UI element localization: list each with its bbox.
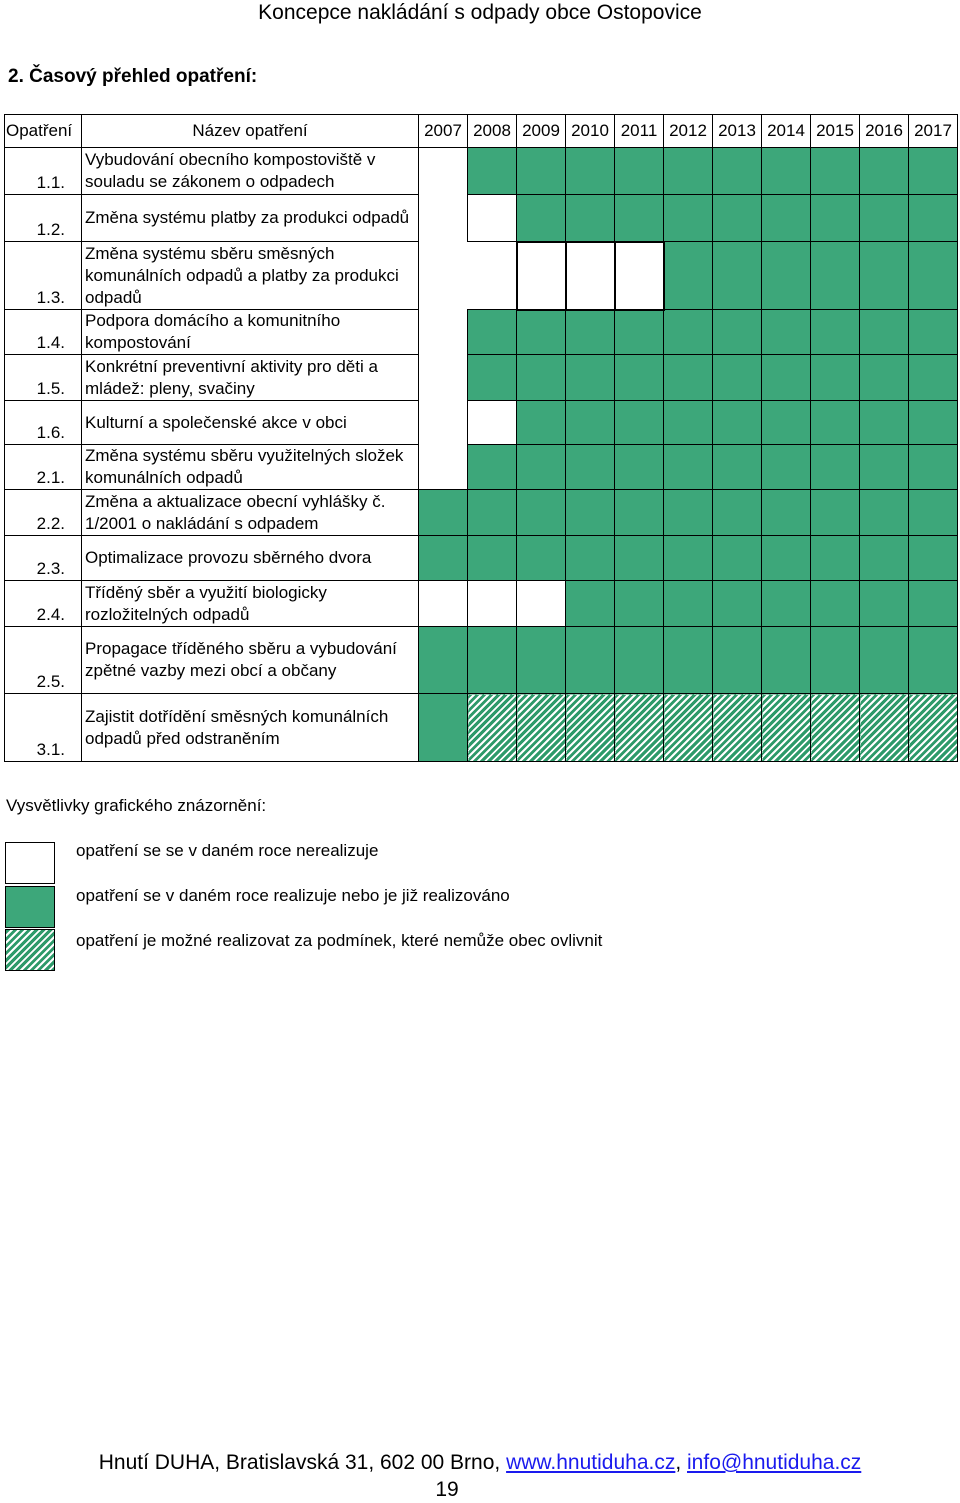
legend-title: Vysvětlivky grafického znázornění:	[6, 796, 267, 815]
year-status-cell	[860, 242, 909, 310]
document-header-title: Koncepce nakládání s odpady obce Ostopovice	[258, 1, 702, 24]
section-title: 2. Časový přehled opatření:	[8, 66, 258, 87]
column-header-year: 2009	[517, 115, 566, 148]
legend-swatch-not-implemented	[5, 842, 55, 884]
year-status-cell	[811, 445, 860, 490]
year-status-cell	[615, 148, 664, 195]
year-status-cell	[664, 195, 713, 242]
year-status-cell	[762, 401, 811, 445]
year-status-cell	[811, 401, 860, 445]
year-status-cell	[762, 490, 811, 536]
document-footer	[0, 1450, 960, 1476]
measure-id-cell: 1.4.	[5, 310, 82, 355]
year-status-cell	[615, 401, 664, 445]
year-status-cell	[713, 445, 762, 490]
legend-label-conditional: opatření je možné realizovat za podmínek, které nemůže obec ovlivnit	[76, 931, 603, 950]
year-status-cell	[615, 242, 664, 310]
year-status-cell	[664, 401, 713, 445]
year-status-cell	[860, 310, 909, 355]
year-status-cell	[860, 401, 909, 445]
legend-label-not-implemented: opatření se se v daném roce nerealizuje	[76, 841, 379, 860]
year-status-cell	[615, 627, 664, 694]
table-row	[5, 355, 958, 401]
year-status-cell	[468, 445, 517, 490]
year-status-cell	[517, 148, 566, 195]
year-status-cell	[468, 627, 517, 694]
page-number: 19	[435, 1478, 459, 1501]
measure-id-cell: 1.1.	[5, 148, 82, 195]
year-status-cell	[517, 195, 566, 242]
measure-name-cell: Optimalizace provozu sběrného dvora	[82, 536, 419, 581]
year-status-cell	[713, 581, 762, 627]
year-status-cell	[517, 445, 566, 490]
year-status-cell	[517, 242, 566, 310]
footer-email-link[interactable]: info@hnutiduha.cz	[687, 1451, 862, 1474]
year-status-cell	[713, 242, 762, 310]
table-row	[5, 536, 958, 581]
year-status-cell	[664, 536, 713, 581]
year-status-cell	[517, 490, 566, 536]
year-status-cell	[811, 536, 860, 581]
year-status-cell	[713, 195, 762, 242]
year-status-cell	[468, 310, 517, 355]
column-header-year: 2017	[909, 115, 958, 148]
measure-name-cell: Kulturní a společenské akce v obci	[82, 401, 419, 445]
year-status-cell	[615, 581, 664, 627]
year-status-cell	[419, 627, 468, 694]
measure-id-cell: 1.6.	[5, 401, 82, 445]
year-status-cell	[713, 536, 762, 581]
year-status-cell	[860, 694, 909, 762]
year-status-cell	[615, 310, 664, 355]
year-status-cell	[909, 310, 958, 355]
year-status-cell	[468, 581, 517, 627]
column-header-year: 2012	[664, 115, 713, 148]
year-status-cell	[566, 627, 615, 694]
year-status-cell	[762, 195, 811, 242]
year-status-cell	[762, 355, 811, 401]
measure-id-cell: 1.5.	[5, 355, 82, 401]
year-status-cell	[664, 355, 713, 401]
year-status-cell	[713, 310, 762, 355]
year-status-cell	[468, 355, 517, 401]
year-status-cell	[664, 445, 713, 490]
year-status-cell	[713, 627, 762, 694]
year-status-cell	[664, 490, 713, 536]
column-header-measure-name: Název opatření	[82, 115, 419, 148]
year-status-cell	[909, 445, 958, 490]
year-status-cell	[860, 581, 909, 627]
year-status-cell	[909, 536, 958, 581]
year-status-cell	[909, 148, 958, 195]
year-status-cell	[909, 490, 958, 536]
footer-separator: ,	[675, 1451, 688, 1474]
measure-id-cell: 1.2.	[5, 195, 82, 242]
table-row	[5, 581, 958, 627]
year-status-cell	[762, 536, 811, 581]
column-header-year: 2014	[762, 115, 811, 148]
measure-name-cell: Konkrétní preventivní aktivity pro děti a mládež: pleny, svačiny	[82, 355, 419, 401]
legend-swatch-conditional	[5, 929, 55, 971]
year-status-cell	[615, 445, 664, 490]
column-header-year: 2011	[615, 115, 664, 148]
column-header-year: 2013	[713, 115, 762, 148]
table-row	[5, 445, 958, 490]
year-status-cell	[909, 581, 958, 627]
year-status-cell	[909, 355, 958, 401]
year-status-cell	[468, 694, 517, 762]
year-status-cell	[566, 355, 615, 401]
table-row	[5, 195, 958, 242]
measure-id-cell: 2.1.	[5, 445, 82, 490]
year-status-cell	[419, 401, 468, 445]
column-header-year: 2015	[811, 115, 860, 148]
measure-id-cell: 3.1.	[5, 694, 82, 762]
year-status-cell	[566, 694, 615, 762]
table-row	[5, 148, 958, 195]
measure-id-cell: 1.3.	[5, 242, 82, 310]
table-row	[5, 694, 958, 762]
year-status-cell	[517, 581, 566, 627]
year-status-cell	[468, 401, 517, 445]
measure-name-cell: Změna a aktualizace obecní vyhlášky č. 1/2001 o nakládání s odpadem	[82, 490, 419, 536]
year-status-cell	[468, 148, 517, 195]
measure-id-cell: 2.2.	[5, 490, 82, 536]
year-status-cell	[517, 627, 566, 694]
year-status-cell	[419, 148, 468, 195]
year-status-cell	[909, 694, 958, 762]
year-status-cell	[762, 148, 811, 195]
year-status-cell	[566, 242, 615, 310]
year-status-cell	[664, 627, 713, 694]
column-header-year: 2016	[860, 115, 909, 148]
year-status-cell	[811, 355, 860, 401]
year-status-cell	[664, 694, 713, 762]
year-status-cell	[762, 694, 811, 762]
legend-label-implemented: opatření se v daném roce realizuje nebo je již realizováno	[76, 886, 510, 905]
year-status-cell	[713, 490, 762, 536]
year-status-cell	[664, 148, 713, 195]
year-status-cell	[860, 445, 909, 490]
year-status-cell	[615, 694, 664, 762]
year-status-cell	[419, 195, 468, 242]
year-status-cell	[762, 242, 811, 310]
measures-timeline-table	[4, 114, 958, 762]
year-status-cell	[517, 310, 566, 355]
year-status-cell	[517, 401, 566, 445]
year-status-cell	[419, 694, 468, 762]
measure-name-cell: Vybudování obecního kompostoviště v souladu se zákonem o odpadech	[82, 148, 419, 195]
year-status-cell	[713, 694, 762, 762]
year-status-cell	[468, 490, 517, 536]
year-status-cell	[419, 242, 468, 310]
year-status-cell	[419, 310, 468, 355]
footer-web-link[interactable]: www.hnutiduha.cz	[506, 1451, 676, 1474]
year-status-cell	[468, 242, 517, 310]
year-status-cell	[860, 536, 909, 581]
year-status-cell	[566, 195, 615, 242]
year-status-cell	[664, 242, 713, 310]
measure-name-cell: Změna systému sběru směsných komunálních odpadů a platby za produkci odpadů	[82, 242, 419, 310]
year-status-cell	[713, 401, 762, 445]
year-status-cell	[811, 242, 860, 310]
year-status-cell	[517, 355, 566, 401]
year-status-cell	[909, 242, 958, 310]
year-status-cell	[517, 536, 566, 581]
year-status-cell	[860, 195, 909, 242]
measure-name-cell: Zajistit dotřídění směsných komunálních odpadů před odstraněním	[82, 694, 419, 762]
table-row	[5, 242, 958, 310]
table-row	[5, 401, 958, 445]
year-status-cell	[860, 355, 909, 401]
year-status-cell	[909, 627, 958, 694]
year-status-cell	[860, 490, 909, 536]
measure-name-cell: Propagace tříděného sběru a vybudování zpětné vazby mezi obcí a občany	[82, 627, 419, 694]
year-status-cell	[566, 490, 615, 536]
year-status-cell	[860, 627, 909, 694]
year-status-cell	[566, 148, 615, 195]
year-status-cell	[811, 627, 860, 694]
measure-name-cell: Podpora domácího a komunitního kompostování	[82, 310, 419, 355]
year-status-cell	[566, 536, 615, 581]
year-status-cell	[566, 445, 615, 490]
year-status-cell	[811, 195, 860, 242]
year-status-cell	[615, 355, 664, 401]
measure-id-cell: 2.4.	[5, 581, 82, 627]
measure-id-cell: 2.3.	[5, 536, 82, 581]
column-header-year: 2010	[566, 115, 615, 148]
year-status-cell	[713, 148, 762, 195]
year-status-cell	[419, 445, 468, 490]
footer-address: Hnutí DUHA, Bratislavská 31, 602 00 Brno,	[98, 1451, 507, 1474]
year-status-cell	[664, 310, 713, 355]
year-status-cell	[615, 195, 664, 242]
table-row	[5, 490, 958, 536]
year-status-cell	[909, 195, 958, 242]
year-status-cell	[811, 694, 860, 762]
year-status-cell	[566, 310, 615, 355]
year-status-cell	[811, 490, 860, 536]
column-header-year: 2008	[468, 115, 517, 148]
year-status-cell	[468, 536, 517, 581]
measure-id-cell: 2.5.	[5, 627, 82, 694]
year-status-cell	[419, 581, 468, 627]
column-header-measure-id: Opatření	[5, 115, 82, 148]
year-status-cell	[909, 401, 958, 445]
year-status-cell	[811, 148, 860, 195]
year-status-cell	[419, 536, 468, 581]
measure-name-cell: Změna systému platby za produkci odpadů	[82, 195, 419, 242]
year-status-cell	[615, 536, 664, 581]
year-status-cell	[419, 355, 468, 401]
table-row	[5, 627, 958, 694]
measure-name-cell: Tříděný sběr a využití biologicky rozložitelných odpadů	[82, 581, 419, 627]
year-status-cell	[811, 581, 860, 627]
year-status-cell	[762, 581, 811, 627]
year-status-cell	[615, 490, 664, 536]
year-status-cell	[419, 490, 468, 536]
year-status-cell	[860, 148, 909, 195]
year-status-cell	[811, 310, 860, 355]
year-status-cell	[713, 355, 762, 401]
year-status-cell	[762, 445, 811, 490]
table-header-row	[5, 115, 958, 148]
column-header-year: 2007	[419, 115, 468, 148]
year-status-cell	[762, 627, 811, 694]
year-status-cell	[566, 401, 615, 445]
table-row	[5, 310, 958, 355]
year-status-cell	[468, 195, 517, 242]
year-status-cell	[762, 310, 811, 355]
year-status-cell	[517, 694, 566, 762]
year-status-cell	[664, 581, 713, 627]
measure-name-cell: Změna systému sběru využitelných složek komunálních odpadů	[82, 445, 419, 490]
year-status-cell	[566, 581, 615, 627]
legend-swatch-implemented	[5, 886, 55, 928]
